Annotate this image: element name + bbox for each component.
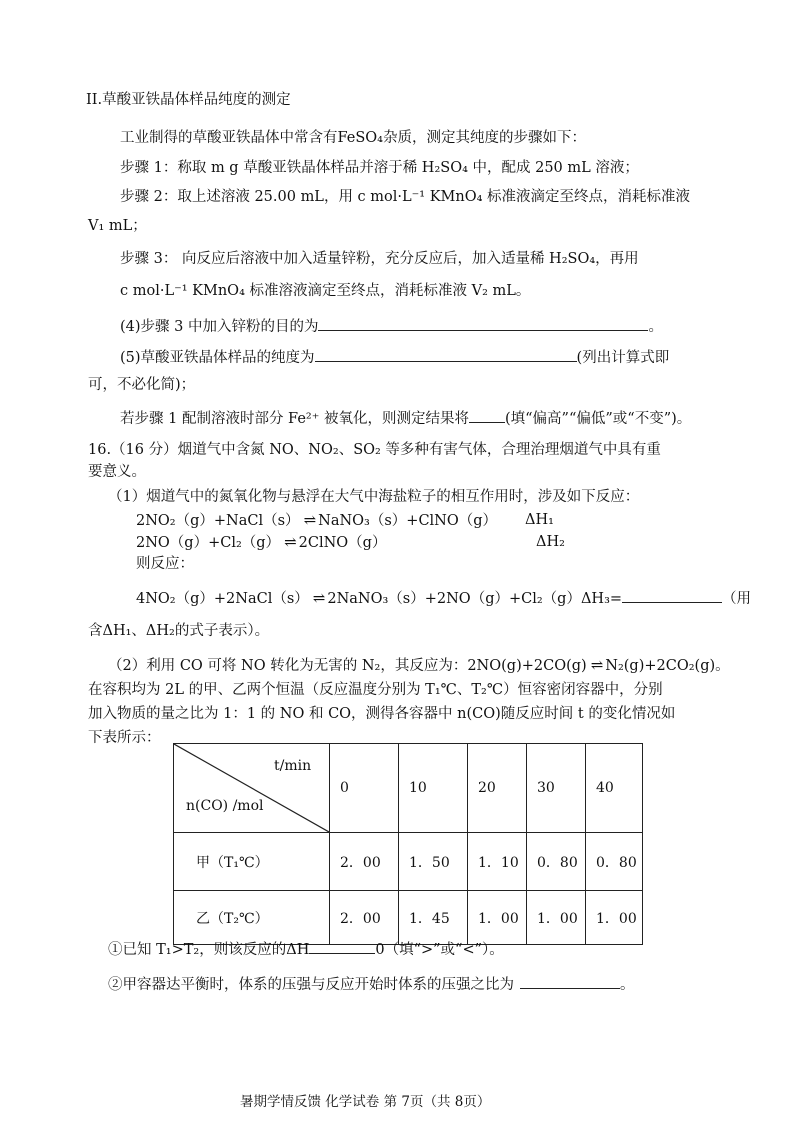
equilibrium-arrow-icon: ⇌ — [284, 533, 295, 551]
question-5 — [120, 345, 669, 368]
table-cell: 10 — [399, 744, 468, 833]
table-cell: 1．45 — [399, 891, 468, 945]
question-a-text: ①已知 T₁>T₂，则该反应的ΔH — [108, 942, 310, 958]
step-2-line1: 步骤 2：取上述溶液 25.00 mL，用 c mol·L⁻¹ KMnO₄ 标准液滴定至终点，消耗标准液 — [120, 189, 691, 205]
question-16-part2-line3: 加入物质的量之比为 1：1 的 NO 和 CO，测得各容器中 n(CO)随反应时间 t 的变化情况如 — [88, 706, 676, 722]
step-1: 步骤 1：称取 m g 草酸亚铁晶体样品并溶于稀 H₂SO₄ 中，配成 250 mL 溶液； — [120, 160, 639, 176]
table-cell: 0．80 — [527, 833, 586, 891]
table-diagonal-header — [174, 744, 330, 833]
table-cell: 1．50 — [399, 833, 468, 891]
table-cell: 1．00 — [586, 891, 643, 945]
table-row — [174, 833, 643, 891]
step-2-line2: V₁ mL； — [88, 218, 147, 234]
data-table — [173, 743, 643, 945]
reaction-3-right: 2NaNO₃（s）+2NO（g）+Cl₂（g）ΔH₃= — [327, 591, 623, 607]
question-5-followup-text: 若步骤 1 配制溶液时部分 Fe²⁺ 被氧化，则测定结果将 — [120, 411, 469, 427]
reaction-2 — [136, 532, 386, 553]
table-cell: 1．10 — [468, 833, 527, 891]
answer-blank-5b[interactable] — [469, 406, 505, 423]
question-16-part2-text: （2）利用 CO 可将 NO 转化为无害的 N₂，其反应为：2NO(g)+2CO(g) — [108, 658, 587, 674]
question-16-part2 — [108, 655, 730, 676]
table-cell: 20 — [468, 744, 527, 833]
table-row-label: 甲（T₁℃） — [174, 833, 330, 891]
question-5-cont: 可，不必化简)； — [88, 377, 196, 393]
then-reaction: 则反应： — [136, 556, 194, 572]
reaction-3-left: 4NO₂（g）+2NaCl（s） — [136, 591, 309, 607]
question-b-end: 。 — [620, 977, 635, 993]
equilibrium-arrow-icon: ⇌ — [303, 511, 315, 529]
reaction-1 — [136, 510, 497, 531]
reaction-2-enthalpy: ΔH₂ — [536, 534, 565, 550]
reaction-1-left: 2NO₂（g）+NaCl（s） — [136, 513, 300, 529]
reaction-1-enthalpy: ΔH₁ — [525, 512, 554, 528]
question-16-part2-line2: 在容积均为 2L 的甲、乙两个恒温（反应温度分别为 T₁℃、T₂℃）恒容密闭容器中，分别 — [88, 682, 663, 698]
answer-blank-4[interactable] — [318, 314, 648, 331]
reaction-2-left: 2NO（g）+Cl₂（g） — [136, 535, 281, 551]
answer-blank-pressure[interactable] — [520, 972, 620, 989]
question-5-followup — [120, 406, 691, 429]
table-cell: 1．00 — [527, 891, 586, 945]
header-nco: n(CO) /mol — [186, 798, 264, 814]
question-16-title: 16.（16 分）烟道气中含氮 NO、NO₂、SO₂ 等多种有害气体，合理治理烟道气中具有重 — [88, 442, 661, 458]
step-3-line1: 步骤 3： 向反应后溶液中加入适量锌粉，充分反应后，加入适量稀 H₂SO₄，再用 — [120, 251, 639, 267]
page-footer: 暑期学情反馈 化学试卷 第 7页（共 8页） — [240, 1094, 491, 1110]
table-cell: 2．00 — [330, 891, 399, 945]
equilibrium-arrow-icon: ⇌ — [312, 589, 324, 607]
table-cell: 30 — [527, 744, 586, 833]
section-title: II.草酸亚铁晶体样品纯度的测定 — [86, 92, 291, 108]
header-time: t/min — [274, 758, 312, 774]
reaction-2-right: 2ClNO（g） — [298, 535, 387, 551]
table-cell: 2．00 — [330, 833, 399, 891]
question-a-note: 0（填“>”或“<”）。 — [375, 942, 504, 958]
intro-text: 工业制得的草酸亚铁晶体中常含有FeSO₄杂质，测定其纯度的步骤如下： — [120, 130, 586, 146]
question-4 — [120, 314, 663, 337]
answer-blank-5[interactable] — [315, 345, 577, 362]
question-5-note: (列出计算式即 — [576, 350, 670, 366]
question-5-text: (5)草酸亚铁晶体样品的纯度为 — [120, 350, 315, 366]
table-cell: 0．80 — [586, 833, 643, 891]
question-5-followup-note: (填“偏高”“偏低”或“不变”)。 — [504, 411, 692, 427]
question-16-part2-line4: 下表所示： — [88, 730, 161, 746]
reaction-3-note: 含ΔH₁、ΔH₂的式子表示）。 — [88, 623, 270, 639]
question-a — [108, 937, 504, 960]
question-4-end: 。 — [648, 319, 663, 335]
answer-blank-dh[interactable] — [309, 937, 375, 954]
table-cell: 0 — [330, 744, 399, 833]
question-16-part1: （1）烟道气中的氮氧化物与悬浮在大气中海盐粒子的相互作用时，涉及如下反应： — [108, 489, 640, 505]
table-header-row — [174, 744, 643, 833]
table-cell: 1．00 — [468, 891, 527, 945]
question-b — [108, 972, 635, 995]
question-16-part2-products: N₂(g)+2CO₂(g)。 — [605, 658, 730, 674]
question-16-title-cont: 要意义。 — [88, 464, 146, 480]
step-3-line2: c mol·L⁻¹ KMnO₄ 标准溶液滴定至终点，消耗标准液 V₂ mL。 — [120, 283, 531, 299]
table-cell: 40 — [586, 744, 643, 833]
reaction-3-end: （用 — [722, 591, 752, 607]
question-4-text: (4)步骤 3 中加入锌粉的目的为 — [120, 319, 319, 335]
reaction-1-right: NaNO₃（s）+ClNO（g） — [318, 513, 498, 529]
table-row-label: 乙（T₂℃） — [174, 891, 330, 945]
equilibrium-arrow-icon: ⇌ — [590, 656, 602, 674]
question-b-text: ②甲容器达平衡时，体系的压强与反应开始时体系的压强之比为 — [108, 977, 514, 993]
reaction-3 — [136, 586, 751, 609]
answer-blank-dh3[interactable] — [622, 586, 722, 603]
